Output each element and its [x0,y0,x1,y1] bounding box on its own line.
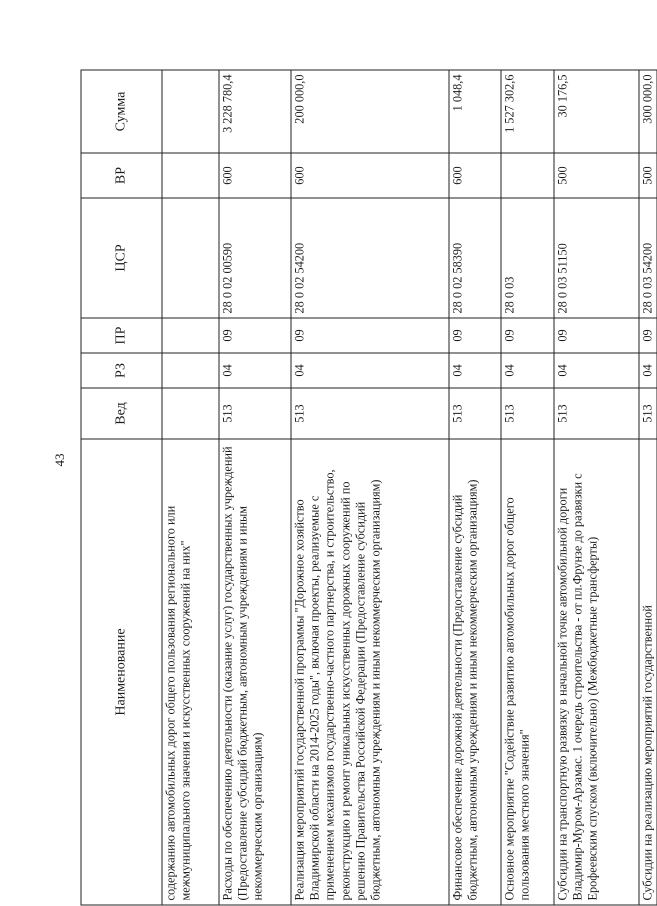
cell-ved: 513 [449,388,501,439]
cell-csr: 28 0 03 [501,198,554,318]
cell-vr: 600 [291,153,449,198]
table-row [449,70,501,905]
cell-sum: 3 228 780,4 [219,70,291,153]
header-ved: Вед [81,388,162,439]
cell-name: Субсидии на реализацию мероприятий государственной [639,439,657,905]
cell-csr [162,198,219,318]
cell-sum: 300 000,0 [639,70,657,153]
header-sum: Сумма [81,70,162,153]
cell-vr: 500 [554,153,639,198]
cell-rz: 04 [554,353,639,388]
table-row [219,70,291,905]
cell-pr: 09 [639,318,657,353]
cell-ved: 513 [291,388,449,439]
cell-vr [162,153,219,198]
cell-name: Реализация мероприятий государственной программы "Дорожное хозяйство Владимирской области на 2014-2025 годы", включая проекты, реализуемые с применением механизмов государственно-частного партнерства, и строительство, реконструкцию и ремонт уникальных искусственных дорожных сооружений по решению Правительства Российской Федерации (Предоставление субсидий бюджетным, автономным учреждениям и иным некоммерческим организациям) [291,439,449,905]
cell-pr: 09 [291,318,449,353]
table-row [291,70,449,905]
cell-vr: 500 [639,153,657,198]
cell-name: Основное мероприятие "Содействие развитию автомобильных дорог общего пользования местного значения" [501,439,554,905]
budget-table [80,70,657,906]
cell-sum [162,70,219,153]
cell-ved: 513 [501,388,554,439]
cell-csr: 28 0 02 54200 [291,198,449,318]
cell-ved: 513 [554,388,639,439]
header-csr: ЦСР [81,198,162,318]
cell-rz: 04 [639,353,657,388]
table-row [162,70,219,905]
rotated-table-container [80,71,654,906]
cell-csr: 28 0 02 58390 [449,198,501,318]
cell-pr [162,318,219,353]
cell-ved: 513 [219,388,291,439]
cell-ved: 513 [639,388,657,439]
table-row [501,70,554,905]
table-row [554,70,639,905]
cell-rz [162,353,219,388]
header-vr: ВР [81,153,162,198]
cell-pr: 09 [449,318,501,353]
cell-pr: 09 [554,318,639,353]
cell-name: Расходы по обеспечению деятельности (оказание услуг) государственных учреждений (Предоставление субсидий бюджетным, автономным учреждениям и иным некоммерческим организациям) [219,439,291,905]
cell-vr: 600 [219,153,291,198]
header-pr: ПР [81,318,162,353]
cell-rz: 04 [501,353,554,388]
cell-name: содержанию автомобильных дорог общего пользования регионального или межмуниципального значения и искусственных сооружений на них" [162,439,219,905]
cell-name: Субсидии на транспортную развязку в начальной точке автомобильной дороги Владимир-Муром-Арзамас. 1 очередь строительства - от пл.Фрунзе до развязки с Ерофеевским спуском (включительно) (Межбюджетные трансферты) [554,439,639,905]
cell-rz: 04 [449,353,501,388]
cell-ved [162,388,219,439]
header-name: Наименование [81,439,162,905]
cell-sum: 1 048,4 [449,70,501,153]
cell-pr: 09 [219,318,291,353]
cell-rz: 04 [291,353,449,388]
cell-csr: 28 0 03 54200 [639,198,657,318]
cell-vr: 600 [449,153,501,198]
cell-pr: 09 [501,318,554,353]
page-number: 43 [52,453,67,467]
cell-name: Финансовое обеспечение дорожной деятельности (Предоставление субсидий бюджетным, автономным учреждениям и иным некоммерческим организациям) [449,439,501,905]
cell-sum: 200 000,0 [291,70,449,153]
cell-sum: 1 527 302,6 [501,70,554,153]
header-rz: РЗ [81,353,162,388]
cell-vr [501,153,554,198]
table-row [639,70,657,905]
cell-csr: 28 0 02 00590 [219,198,291,318]
cell-rz: 04 [219,353,291,388]
table-header-row [81,70,162,905]
cell-csr: 28 0 03 51150 [554,198,639,318]
cell-sum: 30 176,5 [554,70,639,153]
